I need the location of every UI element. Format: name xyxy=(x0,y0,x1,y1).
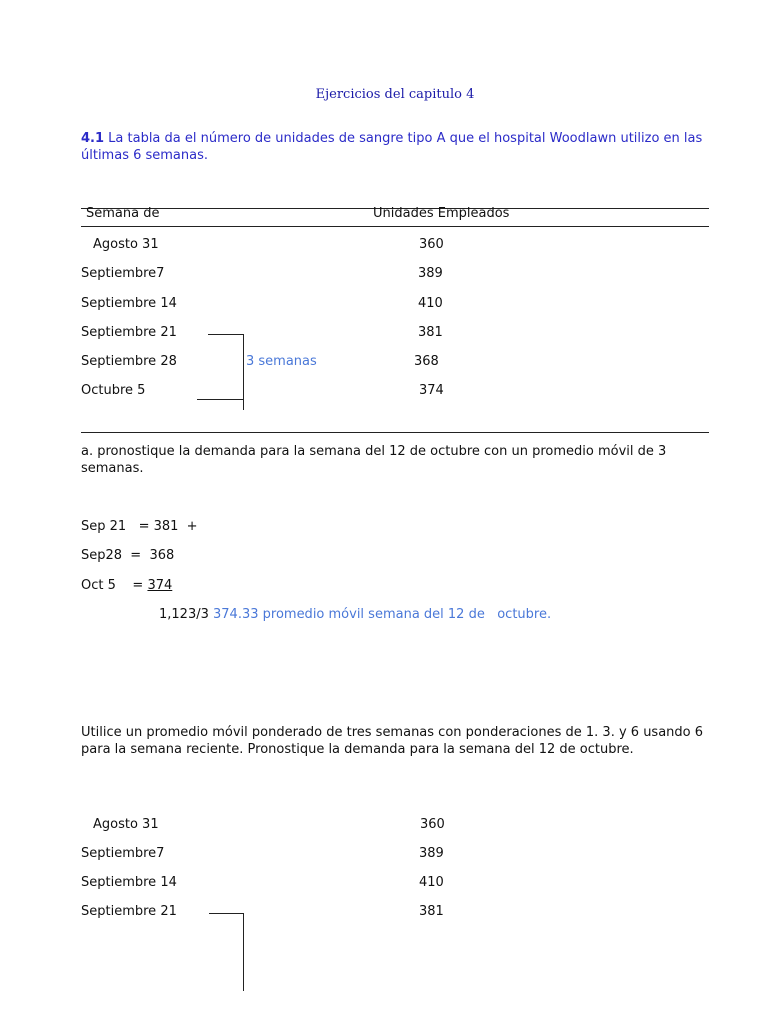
table-row-week: Octubre 5 xyxy=(81,383,146,398)
page-title: Ejercicios del capitulo 4 xyxy=(315,87,475,102)
calc-line-sep21: Sep 21 = 381 + xyxy=(81,519,198,534)
question-a: a. pronostique la demanda para la semana del 12 de octubre con un promedio móvil de 3 semanas. xyxy=(81,444,667,476)
calc-oct5-label: Oct 5 = xyxy=(81,578,144,593)
table-row-units: 410 xyxy=(419,875,444,890)
bracket-top-line xyxy=(208,334,244,335)
problem-number: 4.1 xyxy=(81,131,105,146)
problem-statement xyxy=(81,130,711,164)
table-row-week: Septiembre 14 xyxy=(81,296,177,311)
table-row-units: 368 xyxy=(414,354,439,369)
table-row-week: Septiembre 14 xyxy=(81,875,177,890)
table-row-units: 360 xyxy=(420,817,445,832)
table-row-week: Septiembre 28 xyxy=(81,354,177,369)
calc-result-text: 374.33 promedio móvil semana del 12 de octubre. xyxy=(213,607,552,622)
table-bottom-rule xyxy=(81,432,709,433)
table-row-week: Agosto 31 xyxy=(93,817,159,832)
bracket-top-line xyxy=(209,913,244,914)
problem-text: La tabla da el número de unidades de sangre tipo A que el hospital Woodlawn utilizo en las últimas 6 semanas. xyxy=(81,131,703,163)
table-row-units: 389 xyxy=(419,846,444,861)
table-row-units: 410 xyxy=(418,296,443,311)
question-b: Utilice un promedio móvil ponderado de tres semanas con ponderaciones de 1. 3. y 6 usando 6 para la semana reciente. Pronostique la demanda para la semana del 12 de octubre. xyxy=(81,725,704,757)
table-row-units: 374 xyxy=(419,383,444,398)
table-row-units: 360 xyxy=(419,237,444,252)
calc-result xyxy=(159,607,551,623)
calc-result-sum: 1,123/3 xyxy=(159,607,209,622)
table-row-week: Septiembre7 xyxy=(81,266,165,281)
table-row-week: Septiembre7 xyxy=(81,846,165,861)
column-header-week: Semana de xyxy=(86,206,160,221)
bracket-label: 3 semanas xyxy=(246,354,317,369)
table-header-rule xyxy=(81,226,709,227)
calc-line-oct5 xyxy=(81,578,172,594)
bracket-vertical-line xyxy=(243,913,244,991)
table-row-week: Septiembre 21 xyxy=(81,904,177,919)
calc-oct5-value: 374 xyxy=(147,578,173,593)
column-header-units: Unidades Empleados xyxy=(373,206,510,221)
table-row-week: Septiembre 21 xyxy=(81,325,177,340)
table-row-units: 389 xyxy=(418,266,443,281)
calc-line-sep28: Sep28 = 368 xyxy=(81,548,175,563)
table-row-units: 381 xyxy=(419,904,444,919)
table-row-week: Agosto 31 xyxy=(93,237,159,252)
bracket-bottom-line xyxy=(197,399,244,400)
table-row-units: 381 xyxy=(418,325,443,340)
